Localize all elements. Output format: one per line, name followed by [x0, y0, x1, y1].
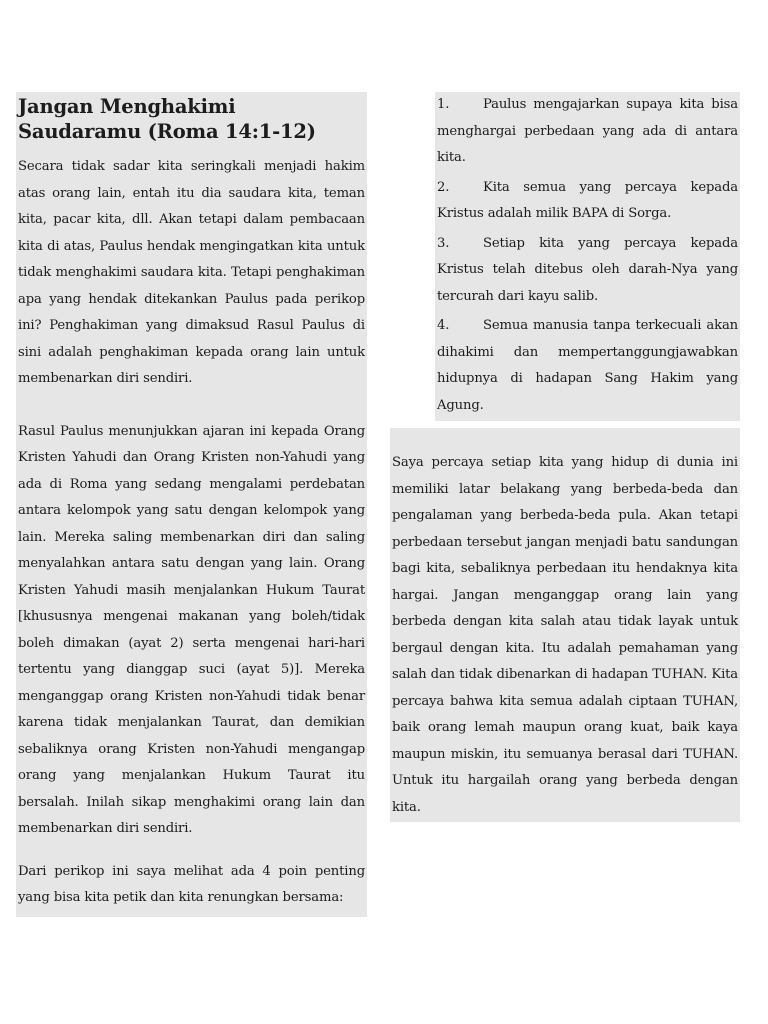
points-panel	[435, 92, 740, 421]
left-column-panel	[16, 92, 367, 917]
paragraph-points-intro: Dari perikop ini saya melihat ada 4 poin penting yang bisa kita petik dan kita renungkan bersama:	[18, 863, 365, 905]
point-number: 1.	[437, 97, 450, 112]
point-text: Paulus mengajarkan supaya kita bisa menghargai perbedaan yang ada di antara kita.	[437, 97, 738, 165]
article-title: Jangan Menghakimi Saudaramu (Roma 14:1-12)	[18, 95, 316, 143]
point-number: 2.	[437, 179, 450, 195]
paragraph-closing: Saya percaya setiap kita yang hidup di dunia ini memiliki latar belakang yang berbeda-beda dan pengalaman yang berbeda-beda pula. Akan tetapi perbedaan tersebut jangan menjadi batu sandungan bagi kita, sebaliknya perbedaan itu hendaknya kita hargai. Jangan menganggap orang lain yang berbeda dengan kita salah atau tidak layak untuk bergaul dengan kita. Itu adalah pemahaman yang salah dan tidak dibenarkan di hadapan TUHAN. Kita percaya bahwa kita semua adalah ciptaan TUHAN, baik orang lemah maupun orang kuat, baik kaya maupun miskin, itu semuanya berasal dari TUHAN. Untuk itu hargailah orang yang berbeda dengan kita.	[392, 455, 738, 815]
list-item	[437, 92, 738, 172]
point-text: Semua manusia tanpa terkecuali akan dihakimi dan mempertanggungjawabkan hidupnya di hadapan Sang Hakim yang Agung.	[437, 318, 738, 413]
point-number: 3.	[437, 235, 450, 251]
points-list	[437, 92, 738, 419]
closing-panel	[390, 428, 740, 822]
list-item	[437, 231, 738, 311]
list-item	[437, 313, 738, 419]
paragraph-context: Rasul Paulus menunjukkan ajaran ini kepada Orang Kristen Yahudi dan Orang Kristen non-Yahudi yang ada di Roma yang sedang mengalami perdebatan antara kelompok yang satu dengan kelompok yang lain. Mereka saling membenarkan diri dan saling menyalahkan antara satu dengan yang lain. Orang Kristen Yahudi masih menjalankan Hukum Taurat [khususnya mengenai makanan yang boleh/tidak boleh dimakan (ayat 2) serta mengenai hari-hari tertentu yang dianggap suci (ayat 5)]. Mereka menganggap orang Kristen non-Yahudi tidak benar karena tidak menjalankan Taurat, dan demikian sebaliknya orang Kristen non-Yahudi mengangap orang yang menjalankan Hukum Taurat itu bersalah. Inilah sikap menghakimi orang lain dan membenarkan diri sendiri.	[18, 423, 365, 836]
list-item	[437, 175, 738, 228]
paragraph-intro: Secara tidak sadar kita seringkali menjadi hakim atas orang lain, entah itu dia saudara kita, teman kita, pacar kita, dll. Akan tetapi dalam pembacaan kita di atas, Paulus hendak mengingatkan kita untuk tidak menghakimi saudara kita. Tetapi penghakiman apa yang hendak ditekankan Paulus pada perikop ini? Penghakiman yang dimaksud Rasul Paulus di sini adalah penghakiman kepada orang lain untuk membenarkan diri sendiri.	[18, 159, 365, 386]
point-text: Setiap kita yang percaya kepada Kristus telah ditebus oleh darah-Nya yang tercurah dari kayu salib.	[437, 235, 738, 304]
point-text: Kita semua yang percaya kepada Kristus adalah milik BAPA di Sorga.	[437, 179, 738, 221]
point-number: 4.	[437, 318, 450, 333]
